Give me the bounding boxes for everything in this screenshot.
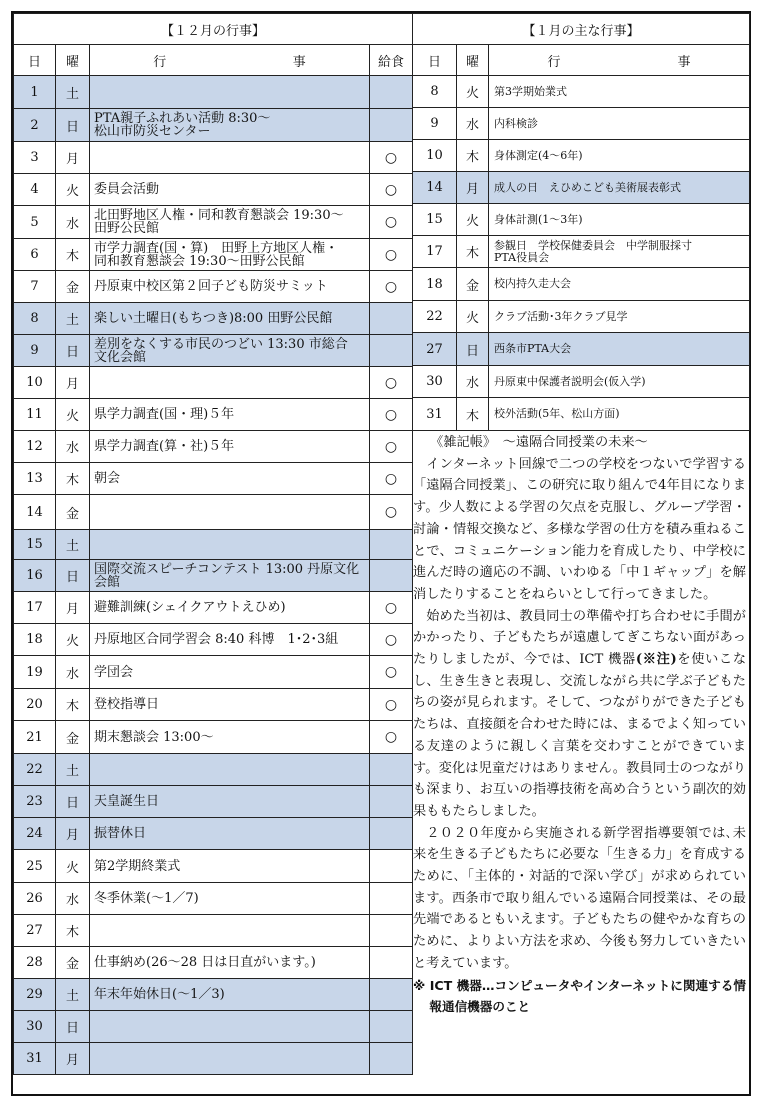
dec-day-cell: 17 (14, 592, 56, 624)
jan-day-cell: 14 (413, 172, 457, 204)
dec-row (14, 850, 413, 883)
dec-day-cell: 30 (14, 1011, 56, 1043)
dec-event-cell (90, 271, 370, 303)
jan-event-line1: 成人の日 えひめこども美術展表彰式 (494, 180, 681, 194)
dec-row (14, 818, 413, 850)
dec-weekday-cell: 土 (56, 530, 90, 560)
dec-row (14, 947, 413, 979)
dec-event-cell (90, 142, 370, 174)
jan-col-event-header-part1: 行 (547, 54, 561, 70)
dec-event-cell (90, 592, 370, 624)
dec-event-line1: 冬季休業(～1／7) (94, 891, 199, 906)
jan-event-cell (489, 268, 750, 301)
dec-day-cell: 13 (14, 463, 56, 495)
dec-row (14, 1043, 413, 1075)
dec-weekday-cell: 土 (56, 754, 90, 786)
dec-meal-cell: ○ (370, 689, 413, 721)
dec-weekday-cell: 金 (56, 947, 90, 979)
dec-weekday-cell: 月 (56, 818, 90, 850)
dec-event-cell (90, 530, 370, 560)
dec-weekday-cell: 土 (56, 979, 90, 1011)
dec-day-cell: 10 (14, 367, 56, 399)
jan-weekday-cell: 木 (457, 236, 489, 268)
dec-day-cell: 31 (14, 1043, 56, 1075)
dec-meal-cell (370, 1011, 413, 1043)
dec-weekday-cell: 火 (56, 624, 90, 656)
jan-event-line1: クラブ活動･3年クラブ見学 (494, 309, 628, 323)
jan-day-cell: 18 (413, 268, 457, 301)
jan-weekday-cell: 火 (457, 301, 489, 333)
dec-event-cell (90, 1011, 370, 1043)
dec-row (14, 624, 413, 656)
jan-event-cell (489, 301, 750, 333)
dec-row (14, 915, 413, 947)
dec-weekday-cell: 日 (56, 1011, 90, 1043)
dec-meal-cell (370, 560, 413, 592)
dec-event-cell (90, 850, 370, 883)
dec-weekday-cell: 水 (56, 206, 90, 239)
dec-meal-cell: ○ (370, 463, 413, 495)
dec-day-cell: 3 (14, 142, 56, 174)
dec-weekday-cell: 木 (56, 915, 90, 947)
dec-row (14, 883, 413, 915)
dec-event-cell (90, 399, 370, 431)
jan-weekday-cell: 日 (457, 333, 489, 366)
dec-event-line1: 天皇誕生日 (94, 794, 160, 809)
dec-event-cell (90, 689, 370, 721)
dec-event-line1: 振替休日 (94, 826, 147, 841)
jan-row (413, 204, 750, 236)
col-event-header (90, 45, 370, 76)
dec-row (14, 463, 413, 495)
jan-event-line1: 西条市PTA大会 (494, 342, 572, 355)
dec-day-cell: 14 (14, 495, 56, 530)
jan-weekday-cell: 金 (457, 268, 489, 301)
dec-weekday-cell: 木 (56, 463, 90, 495)
jan-event-cell (489, 204, 750, 236)
dec-weekday-cell: 金 (56, 721, 90, 754)
dec-weekday-cell: 木 (56, 689, 90, 721)
dec-event-cell (90, 915, 370, 947)
jan-event-line1: 内科検診 (494, 116, 538, 130)
dec-day-cell: 22 (14, 754, 56, 786)
jan-row (413, 236, 750, 268)
dec-meal-cell (370, 786, 413, 818)
dec-event-cell (90, 624, 370, 656)
jan-col-weekday-header: 曜 (457, 45, 489, 76)
jan-day-cell: 17 (413, 236, 457, 268)
dec-row (14, 206, 413, 239)
dec-weekday-cell: 金 (56, 271, 90, 303)
dec-meal-cell (370, 335, 413, 367)
dec-meal-cell: ○ (370, 721, 413, 754)
dec-weekday-cell: 月 (56, 367, 90, 399)
essay-title: 《雑記帳》 ～遠隔合同授業の未来～ (430, 435, 648, 450)
dec-row (14, 335, 413, 367)
dec-day-cell: 15 (14, 530, 56, 560)
dec-day-cell: 29 (14, 979, 56, 1011)
jan-row (413, 333, 750, 366)
dec-event-cell (90, 786, 370, 818)
dec-event-cell (90, 206, 370, 239)
dec-event-cell (90, 495, 370, 530)
dec-row (14, 979, 413, 1011)
dec-event-cell (90, 818, 370, 850)
jan-day-cell: 31 (413, 398, 457, 431)
jan-event-line1: 丹原東中保護者説明会(仮入学) (494, 374, 646, 388)
dec-day-cell: 23 (14, 786, 56, 818)
dec-weekday-cell: 日 (56, 109, 90, 142)
essay-paragraph-3: ２０２０年度から実施される新学習指導要領では､未来を生きる子どもたちに必要な「生きる力」を育成するために､「主体的・対話的で深い学び」が求められています。西条市で取り組んでいる遠隔合同授業は、その最先端であるともいえます。子どもたちの健やかな育ちのために、よりよい方法を求め、今後も努力していきたいと考えています。 (413, 825, 746, 971)
jan-day-cell: 22 (413, 301, 457, 333)
dec-day-cell: 5 (14, 206, 56, 239)
dec-weekday-cell: 火 (56, 174, 90, 206)
december-events-table (13, 13, 413, 1075)
dec-event-line2: 同和教育懇談会 19:30～田野公民館 (94, 253, 305, 269)
dec-event-line1: 県学力調査(算・社)５年 (94, 439, 235, 454)
dec-row (14, 303, 413, 335)
dec-event-line2: 松山市防災センター (94, 124, 211, 139)
essay-column (413, 432, 746, 1092)
dec-meal-cell (370, 915, 413, 947)
dec-weekday-cell: 火 (56, 850, 90, 883)
dec-event-cell (90, 754, 370, 786)
essay-paragraph-2 (413, 606, 746, 823)
dec-day-cell: 11 (14, 399, 56, 431)
dec-row (14, 142, 413, 174)
dec-event-cell (90, 883, 370, 915)
dec-event-line1: 学団会 (94, 664, 134, 680)
dec-event-cell (90, 947, 370, 979)
dec-row (14, 239, 413, 271)
dec-day-cell: 24 (14, 818, 56, 850)
dec-row (14, 271, 413, 303)
dec-meal-cell: ○ (370, 656, 413, 689)
jan-day-cell: 10 (413, 140, 457, 172)
jan-weekday-cell: 月 (457, 172, 489, 204)
essay-footnote: ※ ICT 機器…コンピュータやインターネットに関連する情報通信機器のこと (413, 977, 746, 1015)
dec-day-cell: 6 (14, 239, 56, 271)
jan-weekday-cell: 火 (457, 204, 489, 236)
dec-event-line2: 文化会館 (94, 349, 147, 365)
dec-meal-cell: ○ (370, 367, 413, 399)
dec-event-line1: 市学力調査(国・算) 田野上方地区人権・ (94, 240, 339, 256)
dec-weekday-cell: 土 (56, 303, 90, 335)
dec-event-line1: 期末懇談会 13:00～ (94, 729, 214, 745)
dec-weekday-cell: 火 (56, 399, 90, 431)
dec-event-cell (90, 1043, 370, 1075)
dec-event-cell (90, 303, 370, 335)
dec-weekday-cell: 木 (56, 239, 90, 271)
december-title: 【１２月の行事】 (14, 14, 413, 45)
dec-event-line1: 委員会活動 (94, 182, 160, 197)
jan-event-cell (489, 333, 750, 366)
jan-row (413, 140, 750, 172)
dec-event-line1: 朝会 (94, 471, 121, 486)
dec-weekday-cell: 水 (56, 883, 90, 915)
dec-row (14, 530, 413, 560)
dec-weekday-cell: 月 (56, 592, 90, 624)
dec-day-cell: 1 (14, 76, 56, 109)
jan-weekday-cell: 木 (457, 398, 489, 431)
dec-meal-cell: ○ (370, 239, 413, 271)
dec-event-line1: 避難訓練(シェイクアウトえひめ) (94, 600, 286, 615)
dec-row (14, 786, 413, 818)
dec-day-cell: 25 (14, 850, 56, 883)
jan-event-cell (489, 398, 750, 431)
dec-event-cell (90, 174, 370, 206)
dec-day-cell: 12 (14, 431, 56, 463)
jan-weekday-cell: 火 (457, 76, 489, 108)
dec-row (14, 495, 413, 530)
dec-day-cell: 28 (14, 947, 56, 979)
dec-day-cell: 21 (14, 721, 56, 754)
dec-meal-cell (370, 303, 413, 335)
dec-event-cell (90, 656, 370, 689)
col-weekday-header: 曜 (56, 45, 90, 76)
dec-meal-cell: ○ (370, 624, 413, 656)
dec-weekday-cell: 水 (56, 431, 90, 463)
dec-weekday-cell: 日 (56, 335, 90, 367)
jan-col-event-header-part2: 事 (677, 54, 691, 70)
dec-day-cell: 2 (14, 109, 56, 142)
dec-event-line1: 北田野地区人権・同和教育懇談会 19:30～ (94, 208, 344, 223)
col-day-header: 日 (14, 45, 56, 76)
dec-day-cell: 26 (14, 883, 56, 915)
dec-meal-cell (370, 530, 413, 560)
dec-event-cell (90, 239, 370, 271)
dec-event-line2: 会館 (94, 574, 121, 590)
essay-note-marker: (※注) (635, 652, 677, 668)
dec-meal-cell: ○ (370, 206, 413, 239)
dec-event-cell (90, 76, 370, 109)
dec-row (14, 174, 413, 206)
jan-weekday-cell: 水 (457, 108, 489, 140)
dec-day-cell: 8 (14, 303, 56, 335)
dec-event-line1: 県学力調査(国・理)５年 (94, 407, 235, 422)
dec-day-cell: 20 (14, 689, 56, 721)
col-meal-header: 給食 (370, 45, 413, 76)
dec-meal-cell: ○ (370, 142, 413, 174)
dec-meal-cell (370, 1043, 413, 1075)
dec-event-cell (90, 721, 370, 754)
january-events-table (412, 13, 750, 431)
col-event-header-part1: 行 (153, 54, 167, 70)
jan-event-line1: 身体測定(4～6年) (494, 148, 583, 162)
dec-weekday-cell: 月 (56, 1043, 90, 1075)
jan-event-cell (489, 236, 750, 268)
jan-event-cell (489, 76, 750, 108)
jan-event-line2: PTA役員会 (494, 250, 550, 264)
dec-row (14, 754, 413, 786)
dec-event-line1: PTA親子ふれあい活動 8:30～ (94, 111, 271, 126)
dec-meal-cell: ○ (370, 495, 413, 530)
jan-col-event-header (489, 45, 750, 76)
dec-weekday-cell: 土 (56, 76, 90, 109)
dec-meal-cell (370, 850, 413, 883)
dec-row (14, 721, 413, 754)
dec-row (14, 109, 413, 142)
dec-weekday-cell: 日 (56, 786, 90, 818)
dec-weekday-cell: 月 (56, 142, 90, 174)
dec-weekday-cell: 日 (56, 560, 90, 592)
dec-event-cell (90, 979, 370, 1011)
dec-event-cell (90, 431, 370, 463)
jan-row (413, 108, 750, 140)
dec-meal-cell: ○ (370, 271, 413, 303)
dec-event-cell (90, 109, 370, 142)
dec-event-line2: 田野公民館 (94, 221, 160, 236)
dec-meal-cell (370, 818, 413, 850)
dec-event-line1: 国際交流スピーチコンテスト 13:00 丹原文化 (94, 561, 360, 577)
dec-day-cell: 4 (14, 174, 56, 206)
essay-paragraph-1: インターネット回線で二つの学校をつないで学習する「遠隔合同授業」、この研究に取り組んで4年目になります。少人数による学習の欠点を克服し、グループ学習・討論・情報交換など、多様な学習の仕方を積み重ねることで、コミュニケーション能力を育成したり、中学校に進んだ時の適応の不調、いわゆる「中１ギャップ」を解消したりすることをねらいとして行ってきました。 (413, 456, 746, 602)
jan-row (413, 76, 750, 108)
dec-meal-cell (370, 947, 413, 979)
dec-event-line1: 楽しい土曜日(もちつき)8:00 田野公民館 (94, 311, 333, 326)
jan-event-cell (489, 140, 750, 172)
dec-meal-cell (370, 883, 413, 915)
dec-event-line1: 第2学期終業式 (94, 858, 181, 874)
dec-row (14, 367, 413, 399)
dec-meal-cell (370, 76, 413, 109)
dec-weekday-cell: 金 (56, 495, 90, 530)
january-title: 【１月の主な行事】 (413, 14, 750, 45)
dec-event-cell (90, 560, 370, 592)
dec-row (14, 1011, 413, 1043)
dec-event-line1: 仕事納め(26～28 日は日直がいます。) (94, 955, 316, 970)
dec-meal-cell (370, 109, 413, 142)
dec-event-line1: 丹原地区合同学習会 8:40 科博 1･2･3組 (94, 632, 339, 647)
jan-event-line1: 校外活動(5年、松山方面) (494, 407, 620, 420)
jan-row (413, 366, 750, 398)
dec-day-cell: 18 (14, 624, 56, 656)
jan-day-cell: 8 (413, 76, 457, 108)
jan-event-line1: 校内持久走大会 (494, 277, 571, 290)
jan-day-cell: 30 (413, 366, 457, 398)
dec-row (14, 76, 413, 109)
dec-meal-cell: ○ (370, 592, 413, 624)
jan-row (413, 172, 750, 204)
dec-row (14, 560, 413, 592)
jan-row (413, 398, 750, 431)
jan-event-line1: 第3学期始業式 (494, 84, 567, 98)
dec-day-cell: 7 (14, 271, 56, 303)
dec-row (14, 592, 413, 624)
dec-event-line1: 差別をなくする市民のつどい 13:30 市総合 (94, 336, 348, 352)
dec-event-line1: 登校指導日 (94, 697, 160, 712)
dec-event-cell (90, 463, 370, 495)
essay-p2-part1: 始めた当初は、教員同士の準備や打ち合わせに手間がかかったり、子どもたちが遠慮してぎこちない面があったりしましたが、今では、ICT 機器 (413, 608, 746, 668)
dec-row (14, 431, 413, 463)
dec-row (14, 689, 413, 721)
dec-meal-cell (370, 979, 413, 1011)
jan-weekday-cell: 水 (457, 366, 489, 398)
dec-meal-cell: ○ (370, 399, 413, 431)
dec-meal-cell: ○ (370, 174, 413, 206)
jan-event-cell (489, 172, 750, 204)
dec-day-cell: 19 (14, 656, 56, 689)
dec-meal-cell (370, 754, 413, 786)
dec-event-line1: 丹原東中校区第２回子ども防災サミット (94, 279, 328, 294)
jan-day-cell: 27 (413, 333, 457, 366)
jan-row (413, 268, 750, 301)
dec-row (14, 399, 413, 431)
jan-col-day-header: 日 (413, 45, 457, 76)
jan-event-cell (489, 366, 750, 398)
jan-day-cell: 15 (413, 204, 457, 236)
essay-p2-part2: を使いこなし、生き生きと表現し、交流しながら共に学ぶ子どもたちの姿が見られます。そして、つながりができた子どもたちは、直接顔を合わせた時には、まるでよく知っている友達のように親しく言葉を交わすことができています。変化は児童だけはありません。教員同士のつながりも深まり、お互いの指導技術を高め合うという副次的効果ももたらしました。 (413, 652, 747, 819)
jan-day-cell: 9 (413, 108, 457, 140)
jan-event-line1: 参観日 学校保健委員会 中学制服採寸 (494, 238, 692, 252)
dec-day-cell: 27 (14, 915, 56, 947)
col-event-header-part2: 事 (292, 54, 306, 70)
jan-row (413, 301, 750, 333)
dec-event-line1: 年末年始休日(～1／3) (94, 987, 225, 1002)
dec-row (14, 656, 413, 689)
dec-event-cell (90, 367, 370, 399)
dec-day-cell: 9 (14, 335, 56, 367)
dec-meal-cell: ○ (370, 431, 413, 463)
jan-event-line1: 身体計測(1～3年) (494, 212, 583, 226)
jan-weekday-cell: 木 (457, 140, 489, 172)
jan-event-cell (489, 108, 750, 140)
dec-day-cell: 16 (14, 560, 56, 592)
dec-weekday-cell: 水 (56, 656, 90, 689)
dec-event-cell (90, 335, 370, 367)
